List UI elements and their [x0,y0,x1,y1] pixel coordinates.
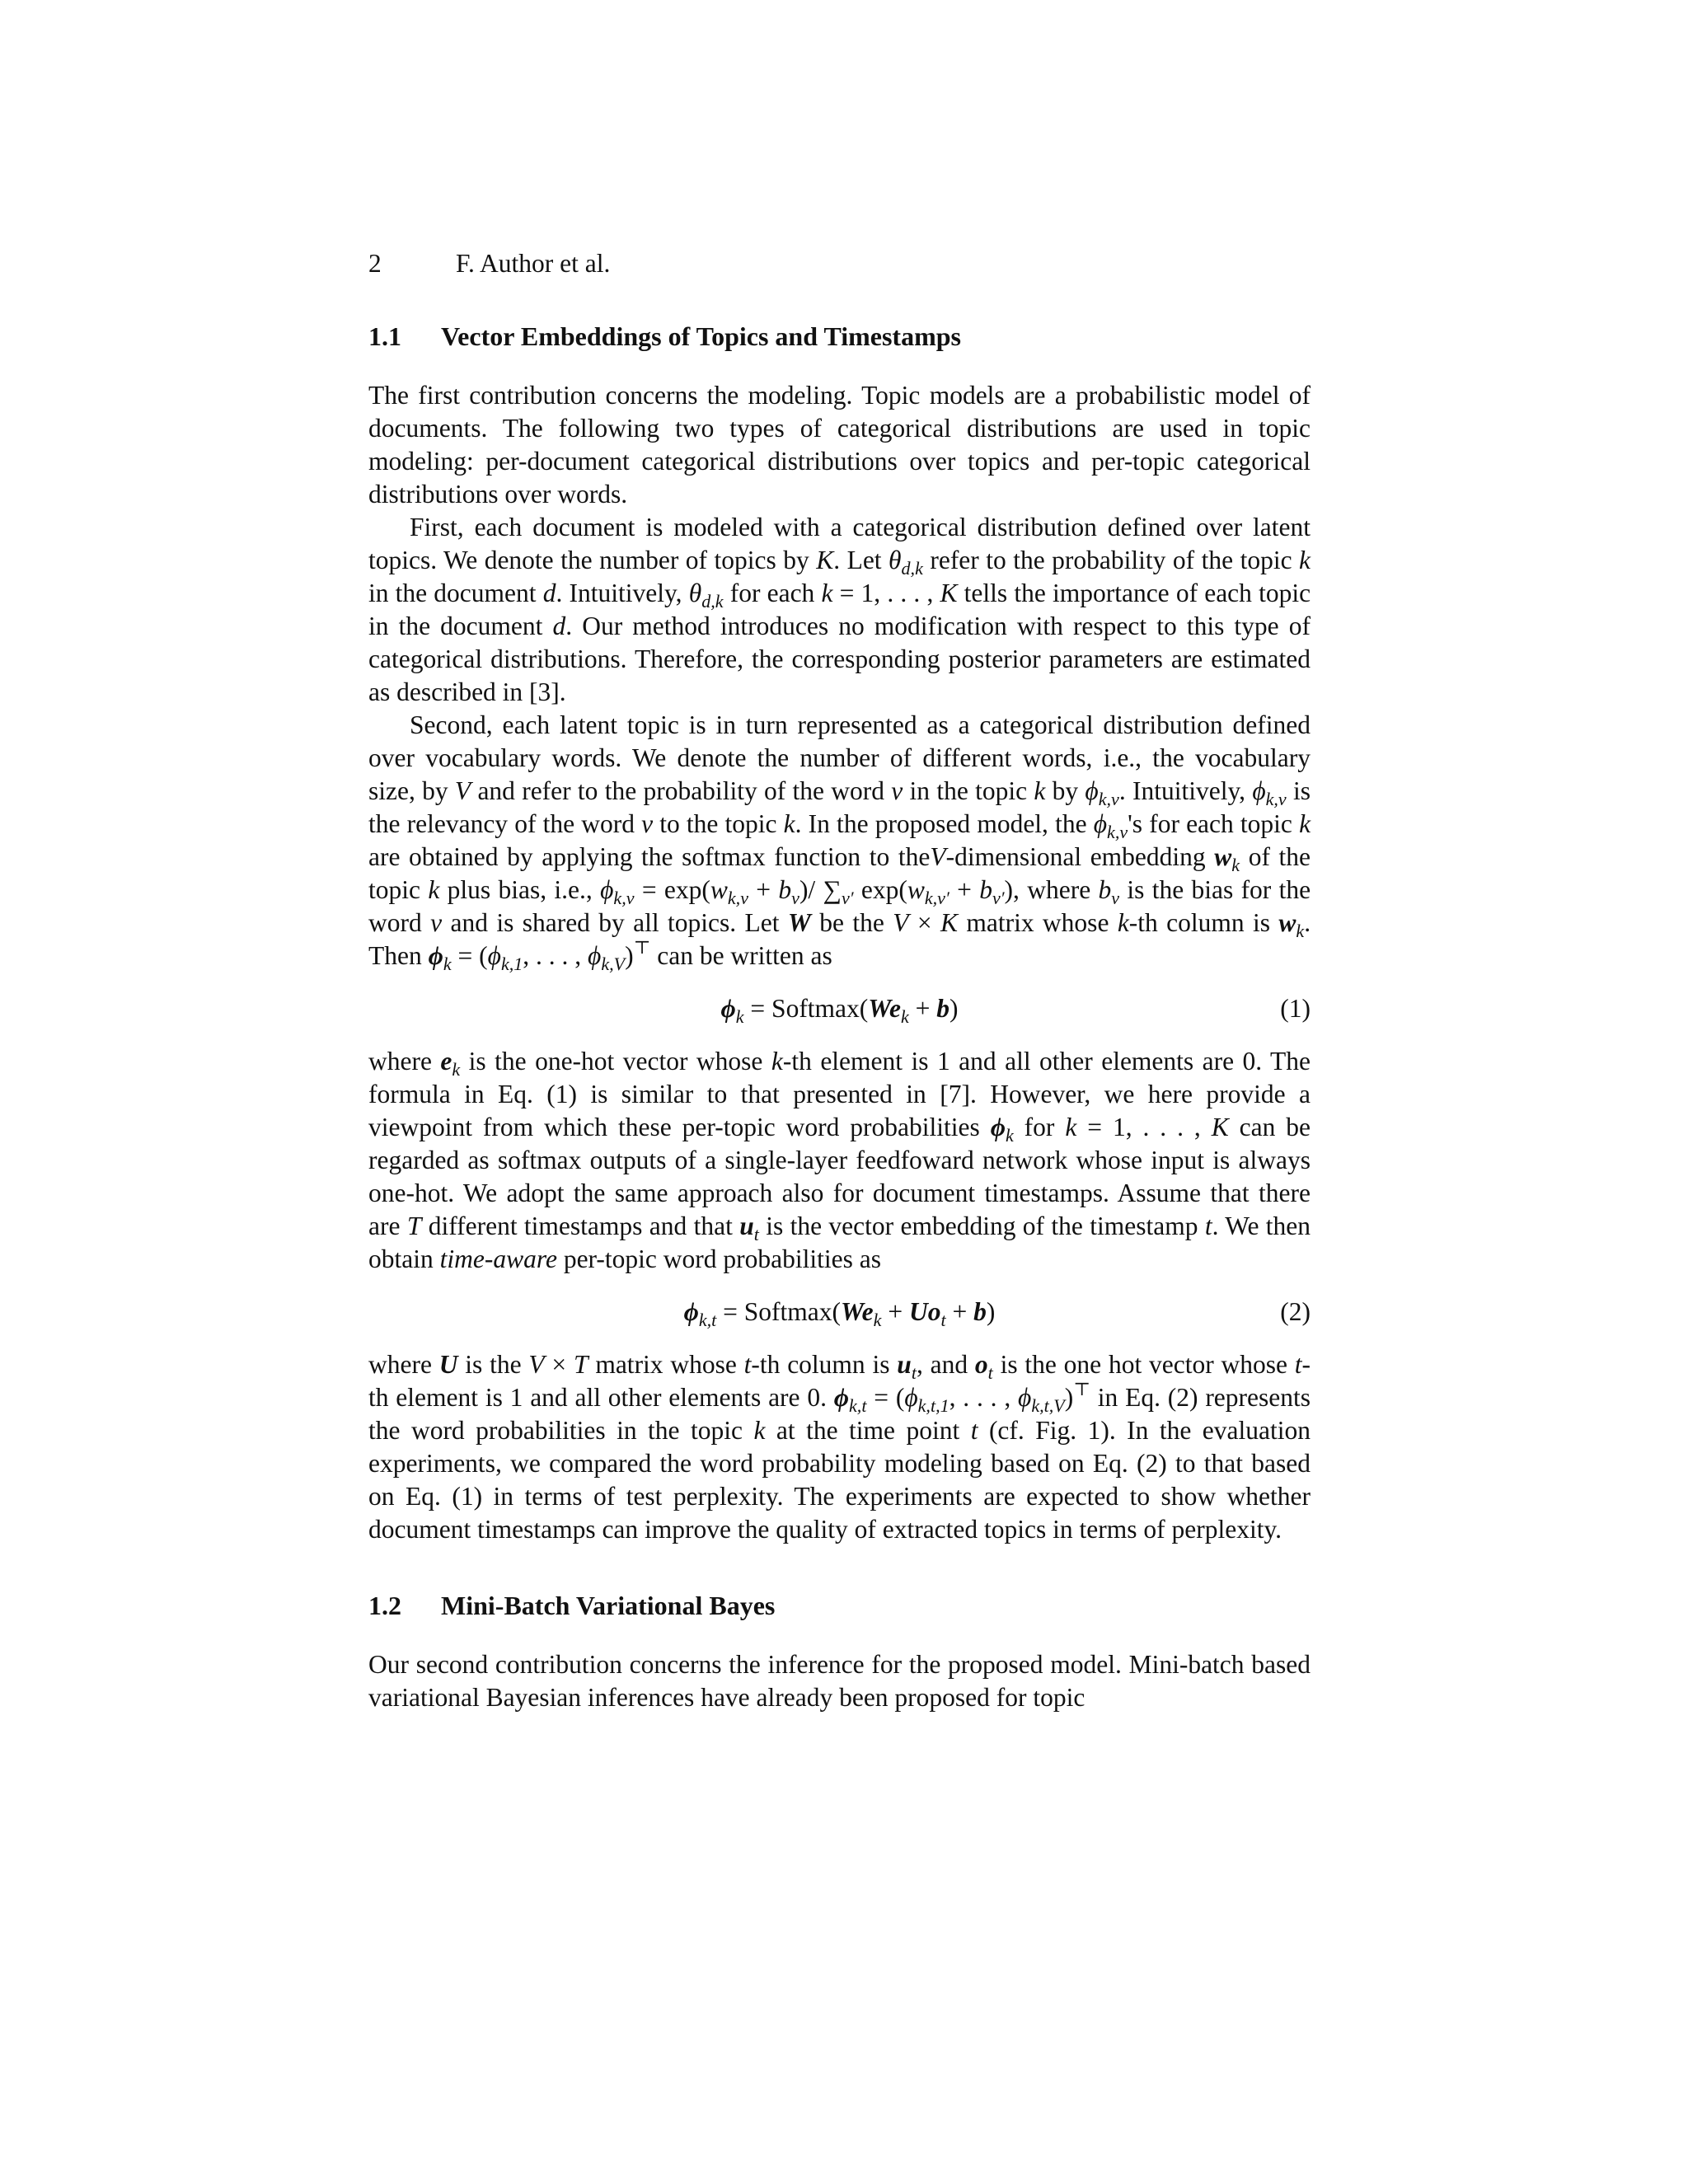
page-number: 2 [368,249,382,278]
paragraph: First, each document is modeled with a categorical distribution defined over latent topics. We denote the number of topics by K. Let $\theta_{d,k}$ refer to the probability of the topic k in the document d. Intuitively, $\theta_{d,k}$ for each k = 1, . . . , K tells the importance of each topic in the document d. Our method introduces no modification with respect to this type of categorical distributions. Therefore, the corresponding posterior parameters are estimated as described in [3]. [368,513,1311,706]
section-heading-1-2 [368,1589,1311,1622]
paragraph: where $e_k$ is the one-hot vector whose k-th element is 1 and all other elements are 0. The formula in Eq. (1) is similar to that presented in [7]. However, we here provide a viewpoint from which these per-topic word probabilities $\phi_k$ for k = 1, . . . , K can be regarded as softmax outputs of a single-layer feedfoward network whose input is always one-hot. We adopt the same approach also for document timestamps. Assume that there are T different timestamps and that $u_t$ is the vector embedding of the timestamp t. We then obtain time-aware per-topic word probabilities as [368,1047,1311,1273]
paragraph: The first contribution concerns the modeling. Topic models are a probabilistic model of documents. The following two types of categorical distributions are used in topic modeling: per-document categorical distributions over topics and per-topic categorical distributions over words. [368,381,1311,509]
paper-page [368,247,1311,1714]
equation-number: (1) [1280,994,1311,1023]
running-head-authors: F. Author et al. [456,249,611,278]
section-number: 1.1 [368,321,401,351]
equation-2 [368,1296,1311,1329]
running-head [368,247,1311,280]
equation-body: $\phi_{k,t}$ = $Softmax(We_k + Uo_t + b)$ [683,1297,996,1330]
equation-body: $\phi_k$ = $Softmax(We_k + b)$ [720,994,959,1027]
paragraph: where U is the V × T matrix whose t-th column is $u_t$, and $o_t$ is the one hot vector whose t-th element is 1 and all other elements are 0. $\phi_{k,t} = (\phi_{k,t,1}$, . . . , $\phi_{k,t,V})^⊤$ in Eq. (2) represents the word probabilities in the topic k at the time point t (cf. Fig. 1). In the evaluation experiments, we compared the word probability modeling based on Eq. (2) to that based on Eq. (1) in terms of test perplexity. The experiments are expected to show whether document timestamps can improve the quality of extracted topics in terms of perplexity. [368,1350,1311,1544]
section-number: 1.2 [368,1591,401,1620]
paragraph: Second, each latent topic is in turn represented as a categorical distribution defined over vocabulary words. We denote the number of different words, i.e., the vocabulary size, by V and refer to the probability of the word v in the topic k by $\phi_{k,v}$. Intuitively, $\phi_{k,v}$ is the relevancy of the word v to the topic k. In the proposed model, the $\phi_{k,v}'s$ for each topic k are obtained by applying the softmax function to theV-dimensional embedding $w_k$ of the topic k plus bias, i.e., $\phi_{k,v} = \exp(w_{k,v} + b_v)/$ $\sum_{v'}$ $\exp(w_{k,v'} + b_{v'})$, where $b_v$ is the bias for the word v and is shared by all topics. Let W be the V × K matrix whose k-th column is $w_k$. Then $\phi_k = (\phi_{k,1}$, . . . , $\phi_{k,V})^⊤$ can be written as [368,710,1311,974]
equation-1 [368,992,1311,1025]
equation-number: (2) [1280,1297,1311,1326]
section-title: Vector Embeddings of Topics and Timestamps [441,321,961,351]
section-title: Mini-Batch Variational Bayes [441,1591,776,1620]
section-heading-1-1 [368,320,1311,353]
paragraph: Our second contribution concerns the inference for the proposed model. Mini-batch based variational Bayesian inferences have already been proposed for topic [368,1650,1311,1712]
